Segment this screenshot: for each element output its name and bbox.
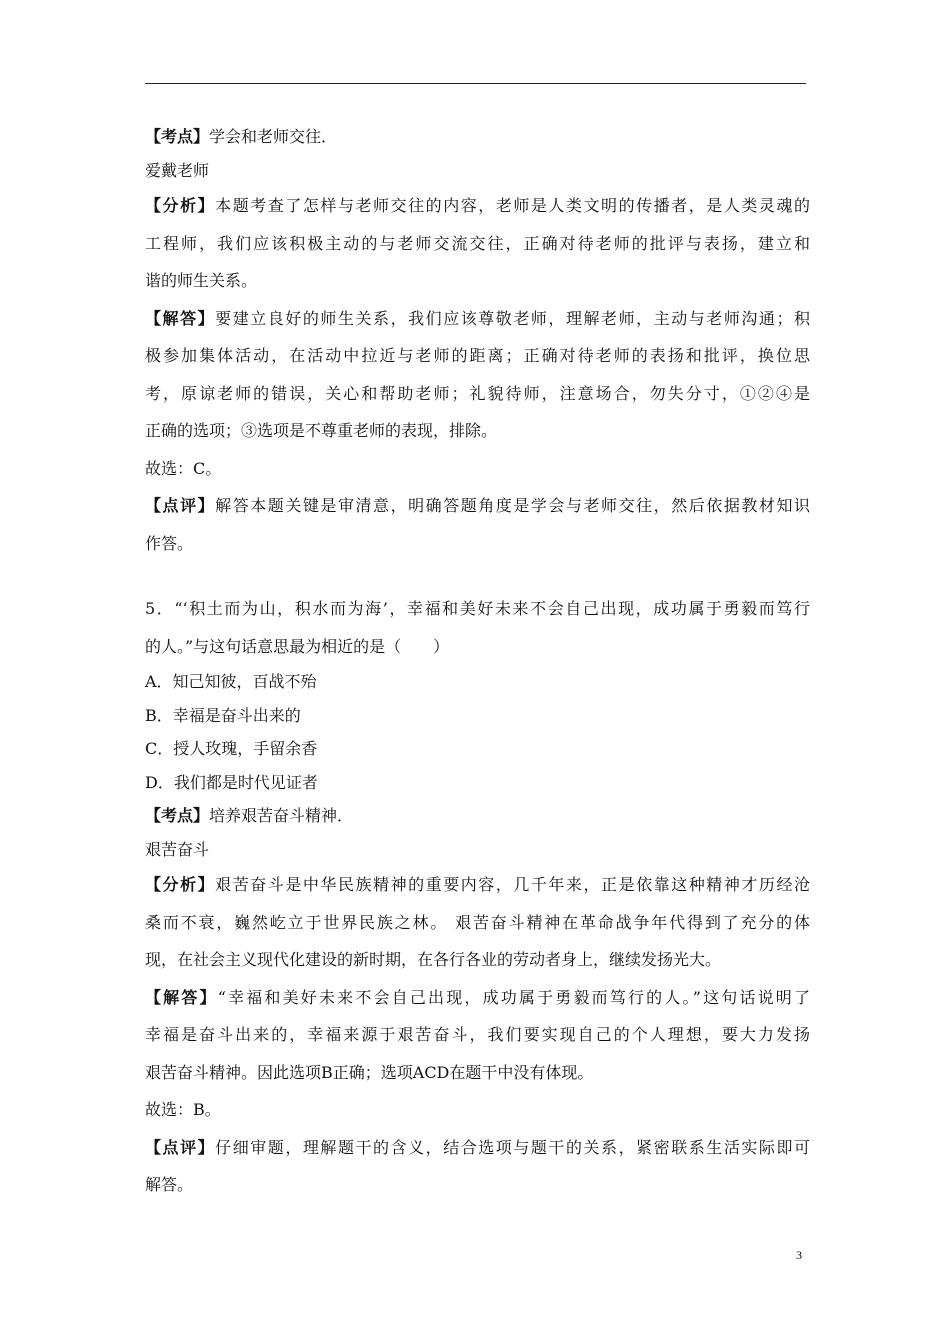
q4-fenxi-line (145, 187, 810, 225)
q4-jieda-line: 正确的选项；③选项是不尊重老师的表现，排除。 (145, 421, 498, 440)
q4-fenxi-line: 工程师，我们应该积极主动的与老师交流交往，正确对待老师的批评与表扬，建立和 (145, 233, 810, 253)
kaodian-text: 学会和老师交往． (209, 127, 338, 146)
dianping-text: 解答本题关键是审清意，明确答题角度是学会与老师交往，然后依据教材知识 (215, 496, 810, 515)
header-rule (145, 83, 806, 84)
fenxi-tag: 【分析】 (145, 196, 216, 215)
jieda-text: 要建立良好的师生关系，我们应该尊敬老师，理解老师，主动与老师沟通；积 (215, 308, 810, 328)
kaodian-tag: 【考点】 (145, 806, 210, 825)
kaodian-text: 培养艰苦奋斗精神． (209, 806, 354, 825)
q4-jieda-line (145, 300, 810, 338)
q5-jieda-line (145, 979, 810, 1017)
q5-dianping-line: 解答。 (145, 1175, 194, 1194)
fenxi-text: 本题考查了怎样与老师交往的内容，老师是人类文明的传播者，是人类灵魂的 (215, 196, 810, 215)
q5-stem-line: 5．“‘积土而为山，积水而为海’，幸福和美好未来不会自己出现，成功属于勇毅而笃行 (145, 599, 810, 618)
q5-answer: 故选：B。 (145, 1100, 221, 1119)
section-gap (145, 562, 810, 590)
q4-topic: 爱戴老师 (145, 160, 210, 180)
q4-dianping-line: 作答。 (145, 533, 194, 553)
q4-dianping-line (145, 487, 810, 525)
page-number: 3 (796, 1248, 802, 1262)
fenxi-text: 艰苦奋斗是中华民族精神的重要内容，几千年来，正是依靠这种精神才历经沧 (215, 875, 810, 894)
q5-option-b: B．幸福是奋斗出来的 (145, 705, 301, 725)
fenxi-tag: 【分析】 (145, 875, 216, 894)
q5-option-a: A．知己知彼，百战不殆 (145, 672, 317, 691)
q5-stem-line: 的人。”与这句话意思最为相近的是（ ） (145, 636, 450, 656)
q5-fenxi-line (145, 866, 810, 904)
q5-jieda-line: 幸福是奋斗出来的，幸福来源于艰苦奋斗，我们要实现自己的个人理想，要大力发扬 (145, 1025, 810, 1044)
dianping-text: 仔细审题，理解题干的含义，结合选项与题干的关系，紧密联系生活实际即可 (215, 1137, 810, 1157)
jieda-text: “幸福和美好未来不会自己出现，成功属于勇毅而笃行的人。”这句话说明了 (217, 987, 810, 1007)
q5-fenxi-line: 现，在社会主义现代化建设的新时期，在各行各业的劳动者身上，继续发扬光大。 (145, 950, 722, 969)
q4-answer: 故选：C。 (145, 458, 222, 478)
q5-fenxi-line: 桑而不衰，巍然屹立于世界民族之林。 艰苦奋斗精神在革命战争年代得到了充分的体 (145, 912, 810, 932)
q4-jieda-line: 考，原谅老师的错误，关心和帮助老师；礼貌待师，注意场合，勿失分寸，①②④是 (145, 383, 810, 403)
q4-fenxi-line: 谐的师生关系。 (145, 271, 258, 290)
q5-jieda-line: 艰苦奋斗精神。因此选项B正确；选项ACD在题干中没有体现。 (145, 1062, 594, 1082)
kaodian-tag: 【考点】 (145, 127, 210, 146)
q5-topic: 艰苦奋斗 (145, 839, 210, 859)
q5-option-c: C．授人玫瑰，手留余香 (145, 739, 318, 758)
q5-kaodian (145, 799, 810, 833)
page-content (145, 120, 810, 1204)
dianping-tag: 【点评】 (145, 1137, 216, 1157)
q5-dianping-line (145, 1129, 810, 1167)
q4-kaodian (145, 120, 810, 154)
jieda-tag: 【解答】 (145, 308, 216, 328)
jieda-tag: 【解答】 (145, 987, 218, 1007)
q4-jieda-line: 极参加集体活动，在活动中拉近与老师的距离；正确对待老师的表扬和批评，换位思 (145, 346, 810, 365)
q5-option-d: D．我们都是时代见证者 (145, 772, 318, 792)
dianping-tag: 【点评】 (145, 496, 216, 515)
